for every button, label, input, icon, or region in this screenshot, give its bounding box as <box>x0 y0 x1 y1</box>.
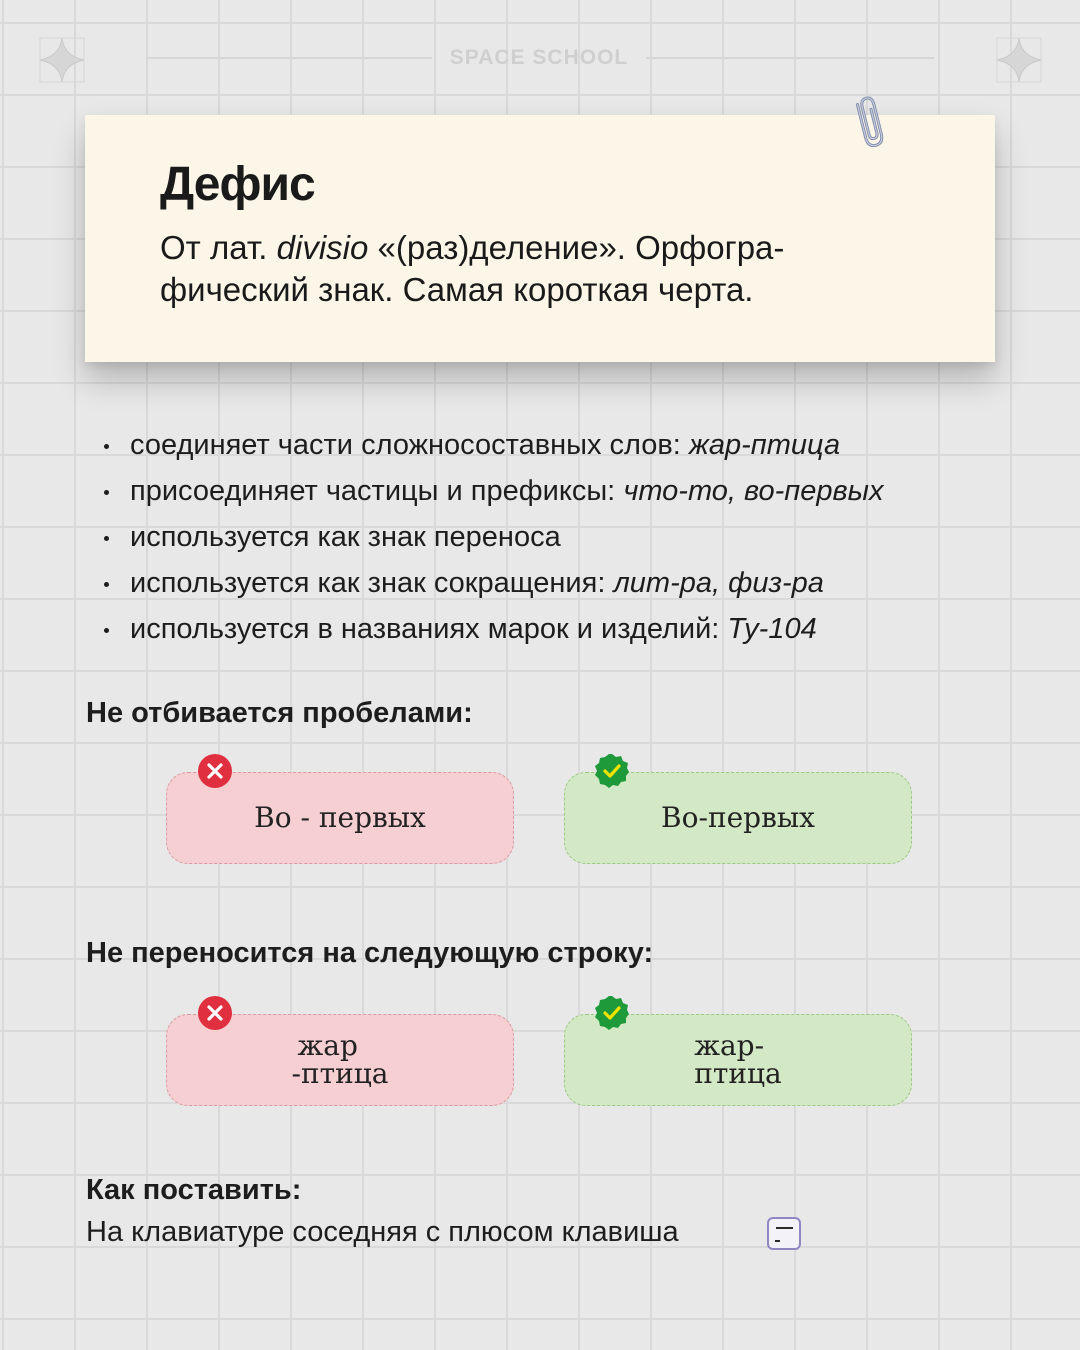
brand-logo: SPACE SCHOOL <box>449 46 629 69</box>
list-item: соединяет части сложносоставных слов: жар-птица <box>100 424 884 470</box>
list-item: присоединяет частицы и префиксы: что-то, во-первых <box>100 470 884 516</box>
correct-wrap-example-text: жар- птица <box>694 1029 782 1090</box>
header-divider-left <box>146 57 432 59</box>
how-to-heading: Как поставить: <box>86 1174 302 1206</box>
x-circle-icon <box>197 753 233 789</box>
term-definition <box>160 227 920 311</box>
definition-text-end: «(раз)деление». Орфогра-фический знак. Самая короткая черта. <box>160 229 785 308</box>
how-to-text: На клавиатуре соседняя с плюсом клавиша <box>86 1216 679 1248</box>
sparkle-icon <box>993 34 1045 86</box>
list-item: используется как знак переноса <box>100 516 884 562</box>
usage-list <box>100 424 884 654</box>
check-badge-icon <box>594 995 630 1031</box>
term-title: Дефис <box>160 158 315 211</box>
x-circle-icon <box>197 995 233 1031</box>
check-badge-icon <box>594 753 630 789</box>
definition-text-start: От лат. <box>160 229 277 266</box>
sparkle-icon <box>36 34 88 86</box>
paperclip-icon <box>848 92 888 154</box>
correct-example-text: Во-первых <box>661 801 815 834</box>
header-divider-right <box>646 57 934 59</box>
list-item: используется в названиях марок и изделий: Ту-104 <box>100 608 884 654</box>
list-item: используется как знак сокращения: лит-ра, физ-ра <box>100 562 884 608</box>
rule-spaces-heading: Не отбивается пробелами: <box>86 697 473 729</box>
rule-wrap-heading: Не переносится на следующую строку: <box>86 937 654 969</box>
definition-latin-word: divisio <box>276 229 369 266</box>
minus-key-icon <box>767 1217 801 1250</box>
wrong-wrap-example-text: жар -птица <box>291 1029 389 1090</box>
wrong-example-text: Во - первых <box>254 801 426 834</box>
